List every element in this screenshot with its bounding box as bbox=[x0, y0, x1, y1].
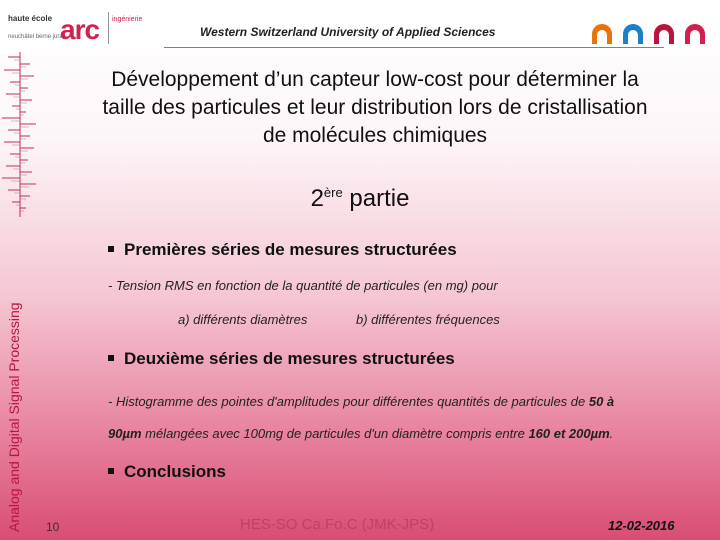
title-line-2: taille des particules et leur distribution lors de cristallisation bbox=[102, 96, 648, 119]
bullet-square-icon bbox=[108, 355, 114, 361]
title-line-1: Développement d’un capteur low-cost pour déterminer la bbox=[111, 68, 639, 91]
arch-red-icon bbox=[654, 24, 674, 44]
line-histogram-text: - Histogramme des pointes d'amplitudes pour différentes quantités de particules de bbox=[108, 394, 589, 409]
course-name-vertical: Analog and Digital Signal Processing bbox=[6, 302, 22, 532]
line-frequencies: b) différentes fréquences bbox=[356, 312, 500, 327]
line-mixture-end: . bbox=[609, 426, 614, 441]
page-number: 10 bbox=[46, 520, 60, 534]
bullet-first-series-text: Premières séries de mesures structurées bbox=[124, 240, 457, 259]
line-mixture-size: 90µm bbox=[108, 426, 142, 441]
line-rms-voltage: - Tension RMS en fonction de la quantité de particules (en mg) pour bbox=[108, 278, 498, 293]
title-line-3: de molécules chimiques bbox=[262, 124, 488, 147]
logo-arc: arc bbox=[60, 14, 100, 45]
logo-ingenierie: ingénierie bbox=[112, 16, 143, 23]
bullet-square-icon bbox=[108, 468, 114, 474]
line-mixture bbox=[108, 426, 613, 441]
subtitle-word: partie bbox=[342, 185, 410, 212]
header-divider bbox=[164, 47, 664, 48]
footer-date: 12-02-2016 bbox=[608, 518, 675, 533]
line-diameters: a) différents diamètres bbox=[178, 312, 308, 327]
slide-title bbox=[40, 66, 710, 150]
header bbox=[0, 0, 720, 52]
line-histogram bbox=[108, 394, 614, 409]
subtitle-number: 2 bbox=[310, 185, 324, 212]
bullet-first-series bbox=[108, 240, 457, 260]
logo-region: neuchâtel berne jura bbox=[8, 34, 63, 40]
arch-pink-icon bbox=[685, 24, 705, 44]
slide-subtitle bbox=[0, 185, 720, 213]
bullet-second-series bbox=[108, 349, 455, 369]
hesso-arches-logo bbox=[590, 22, 710, 44]
footer-authors: HES-SO Ca.Fo.C (JMK-JPS) bbox=[240, 516, 435, 533]
bullet-conclusions-text: Conclusions bbox=[124, 462, 227, 481]
bullet-conclusions bbox=[108, 462, 226, 482]
university-name: Western Switzerland University of Applied Sciences bbox=[200, 25, 496, 39]
hearc-logo bbox=[8, 12, 163, 46]
logo-divider bbox=[108, 12, 109, 44]
line-histogram-range: 50 à bbox=[588, 394, 615, 409]
line-mixture-text: mélangées avec 100mg de particules d'un diamètre compris entre bbox=[141, 426, 529, 441]
arch-blue-icon bbox=[623, 24, 643, 44]
arch-orange-icon bbox=[592, 24, 612, 44]
subtitle-ordinal: ère bbox=[323, 185, 343, 200]
logo-school-name: haute école bbox=[8, 14, 53, 23]
line-mixture-range: 160 et 200µm bbox=[528, 426, 610, 441]
bullet-square-icon bbox=[108, 246, 114, 252]
bullet-second-series-text: Deuxième séries de mesures structurées bbox=[124, 349, 455, 368]
